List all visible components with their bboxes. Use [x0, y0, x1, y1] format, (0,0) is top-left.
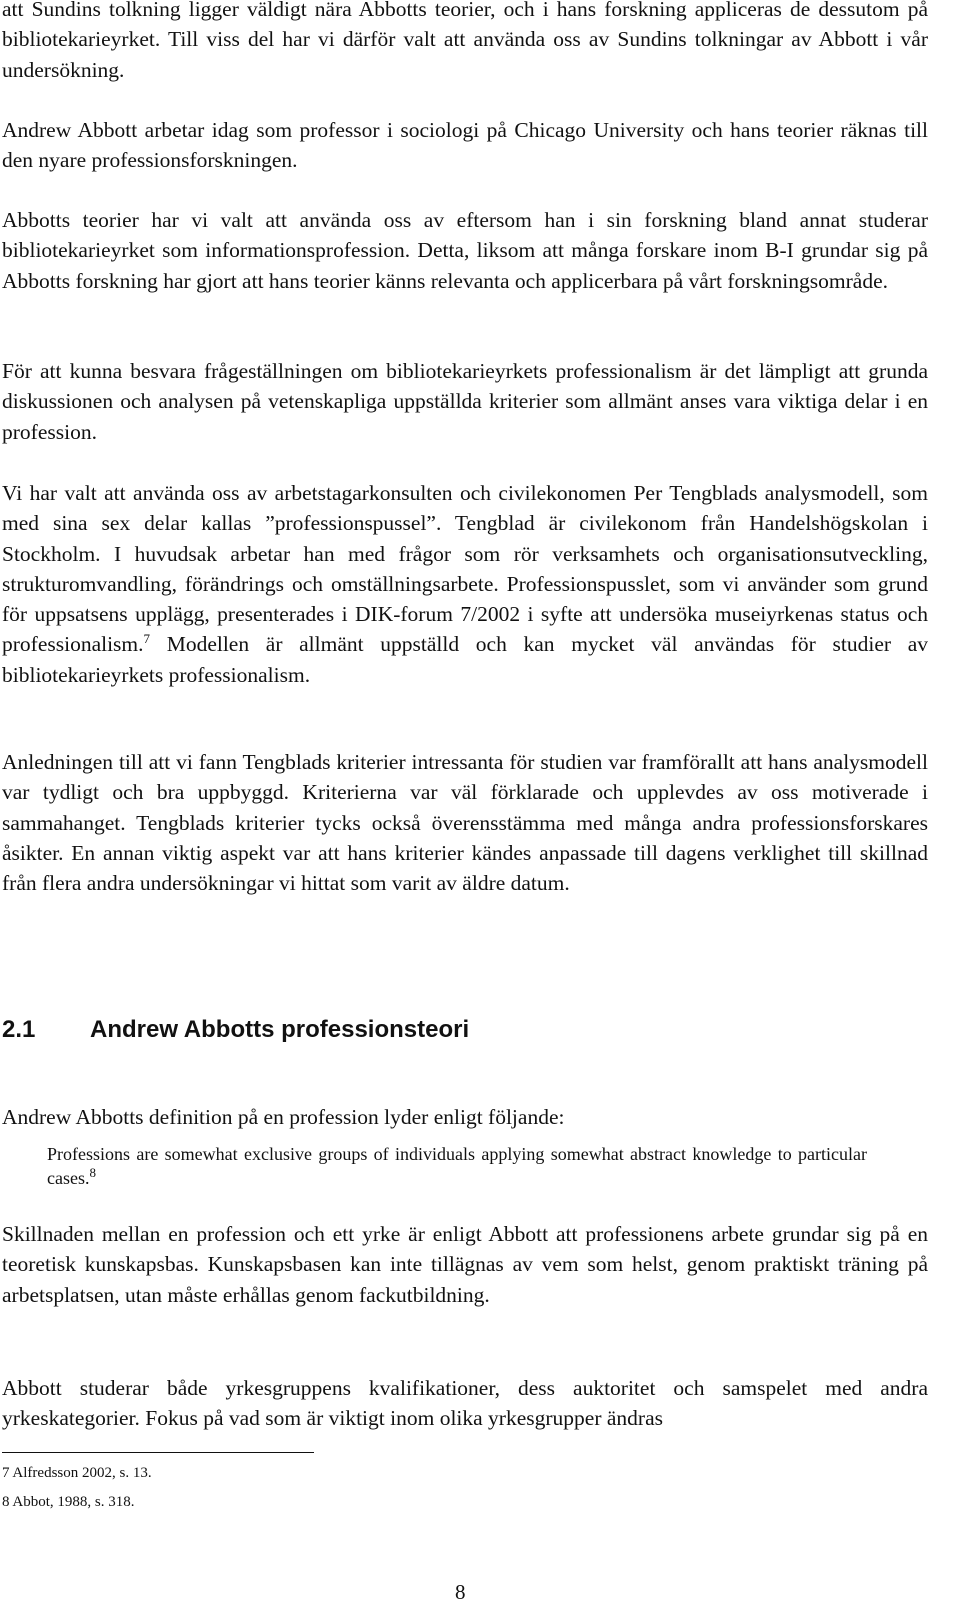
paragraph-abbott-definition-intro: Andrew Abbotts definition på en profession lyder enligt följande:	[2, 1105, 565, 1129]
footnote-8: 8 Abbot, 1988, s. 318.	[2, 1494, 135, 1510]
paragraph-profession-vs-occupation: Skillnaden mellan en profession och ett yrke är enligt Abbott att professionens arbete grundar sig på en teoretisk kunskapsbas. Kunskapsbasen kan inte tillägnas av vem som helst, genom praktiskt träning på arbetsplatsen, utan måste erhållas genom fackutbildning.	[2, 1222, 928, 1307]
footnote-divider	[2, 1452, 314, 1453]
paragraph-tengblad-text-end: Modellen är allmänt uppställd och kan mycket väl användas för studier av bibliotekarieyrkets professionalism.	[2, 632, 928, 687]
paragraph-tengblad-text-start: Vi har valt att använda oss av arbetstagarkonsulten och civilekonomen Per Tengblads analysmodell, som med sina sex delar kallas ”professionspussel”. Tengblad är civilekonom från Handelshögskolan i Stockholm. I huvudsak arbetar han med frågor som rör verksamhets och organisationsutveckling, strukturomvandling, förändrings och omställningsarbete. Professionspusslet, som vi använder som grund för uppsatsens upplägg, presenterades i DIK-forum 7/2002 i syfte att undersöka museiyrkenas status och professionalism.	[2, 481, 928, 657]
block-quote-text: Professions are somewhat exclusive groups of individuals applying somewhat abstract knowledge to particular cases.	[47, 1144, 867, 1188]
paragraph-tengblad-reasons: Anledningen till att vi fann Tengblads kriterier intressanta för studien var framförallt att hans analysmodell var tydligt och bra uppbyggd. Kriterierna var väl förklarade och upplevdes av oss motiverade i sammahanget. Tengblads kriterier tycks också överensstämma med många andra professionsforskares åsikter. En annan viktig aspekt var att hans kriterier kändes anpassade till dagens verklighet till skillnad från flera andra undersökningar vi hittat som varit av äldre datum.	[2, 750, 928, 896]
footnote-7: 7 Alfredsson 2002, s. 13.	[2, 1465, 152, 1481]
page-number: 8	[455, 1580, 466, 1604]
section-heading	[2, 1015, 469, 1045]
block-quote	[47, 1142, 867, 1190]
paragraph-why-abbott: Abbotts teorier har vi valt att använda oss av eftersom han i sin forskning bland annat studerar bibliotekarieyrket som informationsprofession. Detta, liksom att många forskare inom B-I grundar sig på Abbotts forskning har gjort att hans teorier känns relevanta och applicerbara på vårt forskningsområde.	[2, 208, 928, 293]
paragraph-sundins-interpretation: att Sundins tolkning ligger väldigt nära Abbotts teorier, och i hans forskning appliceras de dessutom på bibliotekarieyrket. Till viss del har vi därför valt att använda oss av Sundins tolkningar av Abbott i vår undersökning.	[2, 0, 928, 82]
paragraph-tengblad-model	[2, 478, 928, 690]
footnote-ref-7: 7	[143, 631, 151, 647]
section-number: 2.1	[2, 1016, 36, 1043]
section-title: Andrew Abbotts professionsteori	[90, 1016, 470, 1043]
footnote-ref-8: 8	[89, 1165, 96, 1180]
paragraph-abbott-studies: Abbott studerar både yrkesgruppens kvalifikationer, dess auktoritet och samspelet med andra yrkeskategorier. Fokus på vad som är viktigt inom olika yrkesgrupper ändras	[2, 1376, 928, 1431]
paragraph-abbott-professor: Andrew Abbott arbetar idag som professor i sociologi på Chicago University och hans teorier räknas till den nyare professionsforskningen.	[2, 118, 928, 173]
paragraph-criteria-basis: För att kunna besvara frågeställningen om bibliotekarieyrkets professionalism är det lämpligt att grunda diskussionen och analysen på vetenskapliga uppställda kriterier som allmänt anses vara viktiga delar i en profession.	[2, 359, 928, 444]
